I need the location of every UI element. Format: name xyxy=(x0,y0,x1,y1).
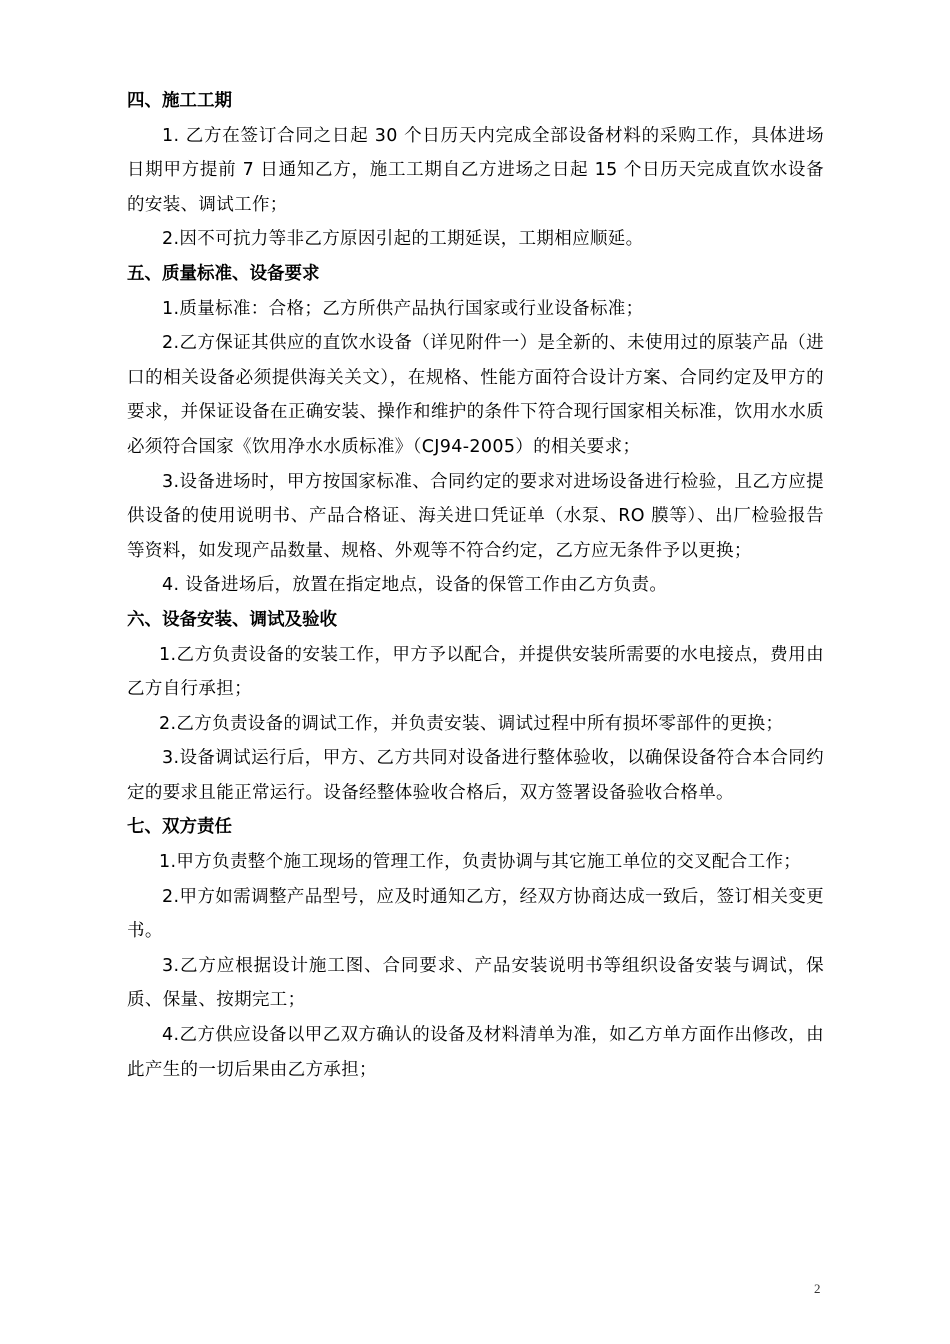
paragraph: 1.甲方负责整个施工现场的管理工作，负责协调与其它施工单位的交叉配合工作； xyxy=(159,852,802,873)
paragraph: 2.甲方如需调整产品型号，应及时通知乙方，经双方协商达成一致后，签订相关变更书。 xyxy=(127,886,824,942)
paragraph: 2.乙方保证其供应的直饮水设备（详见附件一）是全新的、未使用过的原装产品（进口的相关设备必须提供海关关文），在规格、性能方面符合设计方案、合同约定及甲方的要求，并保证设备在正确安装、操作和维护的条件下符合现行国家相关标准，饮用水水质必须符合国家《饮用净水水质标准》（CJ94-2005）的相关要求； xyxy=(127,333,824,457)
paragraph: 1. 乙方在签订合同之日起 30 个日历天内完成全部设备材料的采购工作，具体进场日期甲方提前 7 日通知乙方，施工工期自乙方进场之日起 15 个日历天完成直饮水设备的安装、调试工作； xyxy=(127,125,824,215)
paragraph: 1.乙方负责设备的安装工作，甲方予以配合，并提供安装所需要的水电接点，费用由乙方自行承担； xyxy=(127,644,824,700)
paragraph: 2.因不可抗力等非乙方原因引起的工期延误，工期相应顺延。 xyxy=(162,229,644,250)
paragraph: 3.设备进场时，甲方按国家标准、合同约定的要求对进场设备进行检验，且乙方应提供设备的使用说明书、产品合格证、海关进口凭证单（水泵、RO 膜等）、出厂检验报告等资料，如发现产品数量、规格、外观等不符合约定，乙方应无条件予以更换； xyxy=(127,471,824,561)
section-heading-responsibilities: 七、双方责任 xyxy=(127,817,232,838)
page-number: 2 xyxy=(814,1281,821,1296)
paragraph: 3.设备调试运行后，甲方、乙方共同对设备进行整体验收，以确保设备符合本合同约定的要求且能正常运行。设备经整体验收合格后，双方签署设备验收合格单。 xyxy=(127,748,824,803)
section-heading-quality-standards: 五、质量标准、设备要求 xyxy=(127,263,320,284)
paragraph: 3.乙方应根据设计施工图、合同要求、产品安装说明书等组织设备安装与调试，保质、保量、按期完工； xyxy=(127,955,824,1011)
document-page xyxy=(127,84,824,1087)
section-heading-installation-acceptance: 六、设备安装、调试及验收 xyxy=(127,609,337,630)
paragraph: 4.乙方供应设备以甲乙双方确认的设备及材料清单为准，如乙方单方面作出修改，由此产生的一切后果由乙方承担； xyxy=(127,1025,824,1080)
paragraph: 2.乙方负责设备的调试工作，并负责安装、调试过程中所有损坏零部件的更换； xyxy=(159,713,784,734)
paragraph: 4. 设备进场后，放置在指定地点，设备的保管工作由乙方负责。 xyxy=(162,575,668,596)
paragraph: 1.质量标准：合格；乙方所供产品执行国家或行业设备标准； xyxy=(162,298,644,319)
section-heading-construction-period: 四、施工工期 xyxy=(127,91,232,111)
